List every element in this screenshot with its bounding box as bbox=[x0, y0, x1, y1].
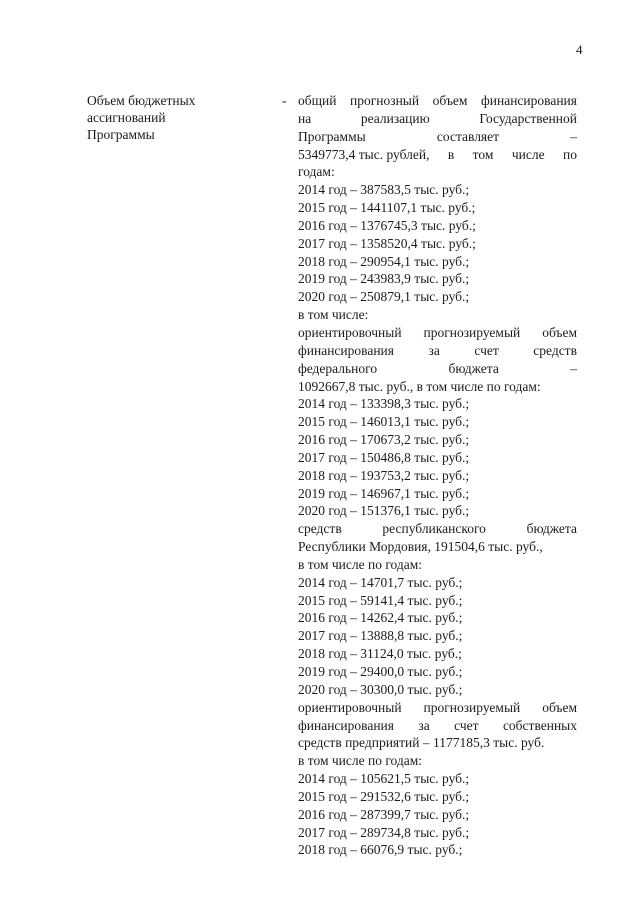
text-word: ориентировочный bbox=[298, 324, 402, 340]
text-line bbox=[298, 342, 577, 360]
text-line: 2019 год – 146967,1 тыс. руб.; bbox=[298, 485, 470, 501]
text-word: по bbox=[562, 146, 577, 162]
text-word: финансирования bbox=[298, 342, 394, 358]
text-word: составляет bbox=[436, 128, 500, 144]
text-word: финансирования bbox=[481, 93, 577, 108]
text-word: бюджета bbox=[448, 360, 499, 376]
text-line bbox=[298, 128, 577, 146]
text-word: счет bbox=[474, 342, 499, 358]
text-word: общий bbox=[298, 93, 337, 108]
text-word: собственных bbox=[502, 717, 577, 733]
text-line: 2016 год – 1376745,3 тыс. руб.; bbox=[298, 217, 476, 233]
text-line bbox=[298, 110, 577, 128]
text-line: 2018 год – 31124,0 тыс. руб.; bbox=[298, 646, 462, 662]
text-line: 2017 год – 13888,8 тыс. руб.; bbox=[298, 628, 463, 644]
text-word: прогнозируемый bbox=[423, 324, 521, 340]
text-word: федерального bbox=[298, 360, 378, 376]
text-word: объем bbox=[432, 93, 468, 108]
text-line: в том числе по годам: bbox=[298, 753, 423, 769]
text-line: 2015 год – 1441107,1 тыс. руб.; bbox=[298, 200, 476, 216]
text-word: республиканского bbox=[382, 521, 486, 537]
text-line bbox=[298, 699, 577, 717]
text-line: 2015 год – 59141,4 тыс. руб.; bbox=[298, 592, 463, 608]
text-line: в том числе: bbox=[298, 307, 369, 323]
list-dash: - bbox=[282, 93, 287, 108]
row-label bbox=[87, 92, 237, 144]
text-line: в том числе по годам: bbox=[298, 556, 423, 572]
text-word: ориентировочный bbox=[298, 699, 402, 715]
text-line: 2020 год – 30300,0 тыс. руб.; bbox=[298, 681, 463, 697]
text-line: 2017 год – 289734,8 тыс. руб.; bbox=[298, 824, 470, 840]
text-word: на bbox=[298, 110, 312, 126]
text-word: – bbox=[570, 360, 577, 376]
text-line: 2014 год – 133398,3 тыс. руб.; bbox=[298, 396, 470, 412]
page-number: 4 bbox=[576, 42, 583, 57]
text-word: том bbox=[472, 146, 494, 162]
text-line: 2014 год – 14701,7 тыс. руб.; bbox=[298, 574, 463, 590]
text-word: прогнозный bbox=[350, 93, 420, 108]
text-word: Программы bbox=[298, 128, 366, 144]
text-word: числе bbox=[511, 146, 545, 162]
text-word: счет bbox=[454, 717, 479, 733]
text-line: 2014 год – 105621,5 тыс. руб.; bbox=[298, 771, 470, 787]
text-line: средств предприятий – 1177185,3 тыс. руб. bbox=[298, 735, 545, 751]
text-line: 2016 год – 14262,4 тыс. руб.; bbox=[298, 610, 463, 626]
text-word: объем bbox=[542, 699, 577, 715]
text-line: 2016 год – 287399,7 тыс. руб.; bbox=[298, 806, 470, 822]
text-word: бюджета bbox=[526, 521, 577, 537]
row-label-line-2: ассигнований bbox=[87, 110, 166, 126]
text-line: 2018 год – 290954,1 тыс. руб.; bbox=[298, 253, 470, 269]
text-word: за bbox=[418, 717, 430, 733]
text-word: за bbox=[428, 342, 440, 358]
text-word: средств bbox=[298, 521, 342, 537]
text-line bbox=[298, 92, 577, 110]
text-line: 2018 год – 66076,9 тыс. руб.; bbox=[298, 842, 463, 858]
text-word: в bbox=[447, 146, 455, 162]
text-line: 2014 год – 387583,5 тыс. руб.; bbox=[298, 182, 470, 198]
funding-description bbox=[298, 92, 577, 859]
text-word: реализацию bbox=[360, 110, 430, 126]
text-line: 1092667,8 тыс. руб., в том числе по годам: bbox=[298, 378, 541, 394]
text-line: годам: bbox=[298, 164, 335, 180]
text-line: 2017 год – 1358520,4 тыс. руб.; bbox=[298, 235, 476, 251]
text-line bbox=[298, 717, 577, 735]
text-line: Республики Мордовия, 191504,6 тыс. руб., bbox=[298, 539, 543, 555]
text-word: Государственной bbox=[479, 110, 577, 126]
text-word: 5349773,4 тыс. рублей, bbox=[298, 146, 430, 162]
row-label-line-3: Программы bbox=[87, 127, 155, 143]
text-line bbox=[298, 146, 577, 164]
text-line: 2019 год – 243983,9 тыс. руб.; bbox=[298, 271, 470, 287]
text-line: 2019 год – 29400,0 тыс. руб.; bbox=[298, 664, 463, 679]
text-line: 2020 год – 250879,1 тыс. руб.; bbox=[298, 289, 470, 305]
text-word: средств bbox=[533, 342, 577, 358]
text-line bbox=[298, 520, 577, 538]
text-word: финансирования bbox=[298, 717, 394, 733]
row-label-line-1: Объем бюджетных bbox=[87, 93, 196, 108]
text-line: 2017 год – 150486,8 тыс. руб.; bbox=[298, 449, 470, 465]
text-line bbox=[298, 324, 577, 342]
text-line: 2018 год – 193753,2 тыс. руб.; bbox=[298, 467, 470, 483]
text-word: объем bbox=[542, 324, 577, 340]
text-word: – bbox=[570, 128, 577, 144]
text-word: прогнозируемый bbox=[423, 699, 521, 715]
text-line bbox=[298, 360, 577, 378]
text-line: 2015 год – 291532,6 тыс. руб.; bbox=[298, 788, 470, 804]
text-line: 2020 год – 151376,1 тыс. руб.; bbox=[298, 503, 470, 519]
text-line: 2015 год – 146013,1 тыс. руб.; bbox=[298, 414, 470, 430]
text-line: 2016 год – 170673,2 тыс. руб.; bbox=[298, 432, 470, 448]
